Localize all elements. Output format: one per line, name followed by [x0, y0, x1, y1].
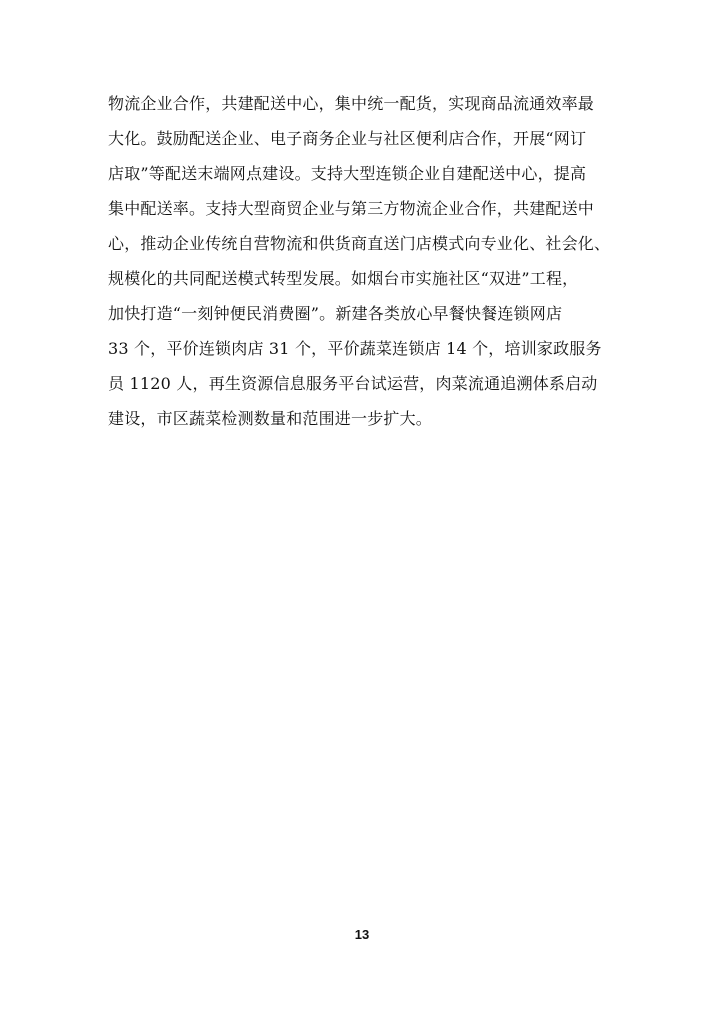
paragraph-line-3: 店取”等配送末端网点建设。支持大型连锁企业自建配送中心，提高 — [108, 164, 587, 183]
paragraph-line-8: 33 个，平价连锁肉店 31 个，平价蔬菜连锁店 14 个，培训家政服务 — [108, 339, 602, 358]
paragraph-line-4: 集中配送率。支持大型商贸企业与第三方物流企业合作，共建配送中 — [108, 199, 595, 218]
page-number: 13 — [354, 927, 370, 942]
paragraph-line-10: 建设，市区蔬菜检测数量和范围进一步扩大。 — [108, 409, 433, 428]
paragraph-line-9: 员 1120 人，再生资源信息服务平台试运营，肉菜流通追溯体系启动 — [108, 374, 598, 393]
paragraph-line-6: 规模化的共同配送模式转型发展。如烟台市实施社区“双进”工程， — [108, 269, 579, 288]
paragraph-line-5: 心，推动企业传统自营物流和供货商直送门店模式向专业化、社会化、 — [108, 234, 611, 253]
paragraph-line-7: 加快打造“一刻钟便民消费圈”。新建各类放心早餐快餐连锁网店 — [108, 304, 563, 323]
paragraph-line-1: 物流企业合作，共建配送中心，集中统一配货，实现商品流通效率最 — [108, 94, 595, 113]
paragraph-line-2: 大化。鼓励配送企业、电子商务企业与社区便利店合作，开展“网订 — [108, 129, 587, 148]
